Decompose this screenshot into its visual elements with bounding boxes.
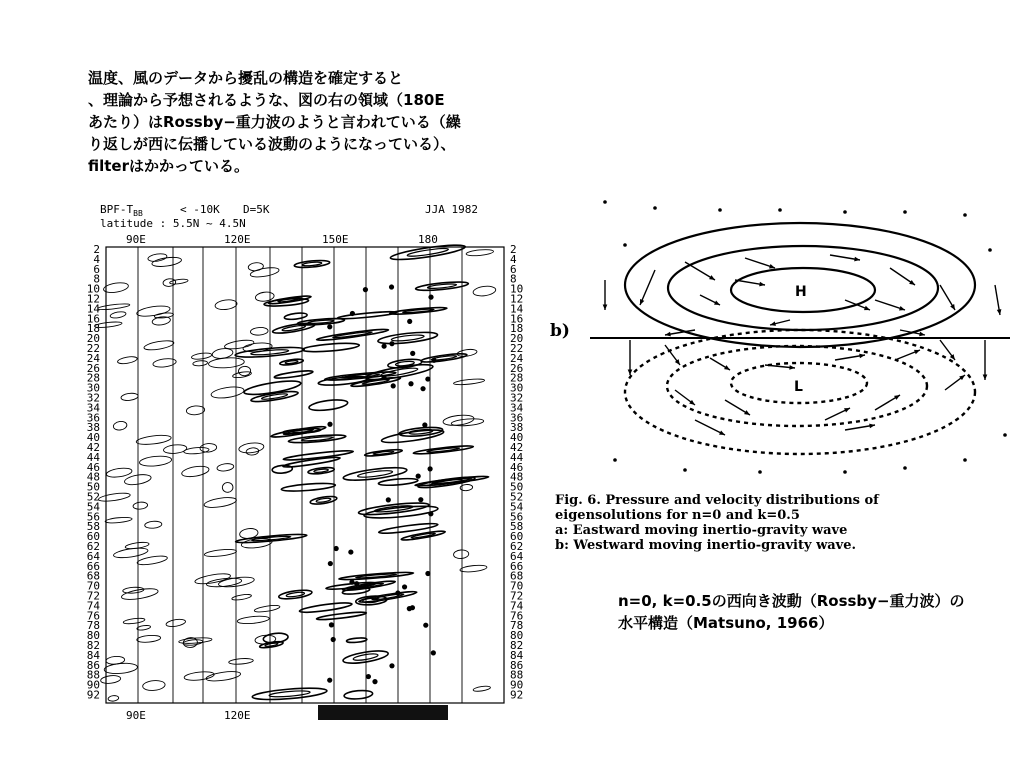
- intro-line: 温度、風のデータから擾乱の構造を確定すると: [88, 69, 404, 87]
- contour-blob: [117, 355, 138, 364]
- contour-blob: [413, 445, 474, 456]
- contour-blob: [377, 330, 438, 346]
- contour-blob: [308, 398, 348, 412]
- tracking-dot: [425, 571, 430, 576]
- day-label-left: 58: [86, 520, 100, 534]
- contour-blob: [108, 695, 119, 702]
- tracking-dot: [366, 674, 371, 679]
- contour-blob: [278, 589, 312, 601]
- contour-blob: [181, 465, 210, 479]
- day-label-right: 32: [510, 391, 524, 405]
- contour-blob: [100, 675, 121, 685]
- contour-blob: [453, 549, 469, 559]
- intro-paragraph: [88, 67, 538, 177]
- tracking-dot: [410, 351, 415, 356]
- day-label-right: 76: [510, 609, 524, 623]
- day-label-left: 42: [86, 441, 100, 454]
- tracking-dot: [395, 590, 400, 595]
- contour-blob: [204, 548, 237, 558]
- day-label-right: 10: [510, 282, 524, 296]
- longitude-label-top: 150E: [322, 235, 349, 246]
- arrow-head: [899, 306, 905, 310]
- grid-dot: [758, 470, 762, 474]
- contour-blob: [222, 482, 234, 493]
- tracking-dot: [363, 287, 368, 292]
- contour-blob: [302, 342, 359, 353]
- contour-blob: [310, 495, 338, 505]
- day-label-left: 74: [86, 599, 100, 613]
- tracking-dot: [428, 511, 433, 516]
- day-label-right: 34: [510, 401, 524, 415]
- contour-blob: [457, 348, 478, 357]
- contour-blob: [344, 689, 373, 700]
- day-label-left: 6: [93, 262, 100, 276]
- contour-blob: [421, 352, 468, 364]
- tracking-dot: [422, 422, 427, 427]
- contour-blob: [473, 285, 497, 297]
- top-longitude-labels: [126, 235, 438, 246]
- day-label-left: 40: [86, 431, 100, 445]
- contour-blob: [250, 266, 280, 279]
- contour-blob: [473, 685, 491, 692]
- contour-blob: [274, 369, 313, 379]
- contour-blob: [123, 617, 145, 624]
- grid-dot: [653, 206, 657, 210]
- tracking-dot: [420, 386, 425, 391]
- tracking-dot: [431, 358, 436, 363]
- grid-dot: [903, 210, 907, 214]
- day-label-right: 64: [510, 549, 524, 563]
- contour-blob: [203, 496, 237, 510]
- right-day-labels: [510, 243, 524, 702]
- caption-line: eigensolutions for n=0 and k=0.5: [555, 508, 800, 523]
- contour-blob: [294, 259, 330, 268]
- day-label-left: 24: [86, 351, 100, 365]
- day-label-right: 82: [510, 639, 524, 652]
- arrow-head: [665, 332, 671, 337]
- tracking-dot: [331, 637, 336, 642]
- day-label-right: 14: [510, 302, 524, 316]
- day-label-right: 56: [510, 510, 524, 524]
- longitude-label-bottom: 120E: [224, 709, 251, 722]
- contour-blob-inner: [407, 247, 449, 258]
- day-label-left: 88: [86, 668, 100, 682]
- contour-blob: [142, 680, 165, 692]
- tracking-dot: [381, 375, 386, 380]
- day-label-right: 48: [510, 470, 524, 484]
- longitude-label-bottom: 90E: [126, 709, 146, 722]
- day-label-left: 64: [86, 549, 100, 563]
- longitude-gridlines: [138, 247, 462, 703]
- grid-dot: [623, 243, 627, 247]
- day-label-right: 8: [510, 272, 517, 286]
- hovmoller-plot: [78, 235, 528, 725]
- tracking-dot: [329, 622, 334, 627]
- contour-blob: [208, 357, 244, 369]
- velocity-arrow: [640, 270, 655, 305]
- arrow-head: [997, 309, 1002, 315]
- day-label-left: 22: [86, 342, 100, 355]
- day-label-right: 36: [510, 411, 524, 425]
- day-label-left: 4: [93, 252, 100, 266]
- contour-blob: [137, 554, 168, 566]
- day-label-left: 38: [86, 421, 100, 435]
- bottom-longitude-labels: [126, 709, 251, 722]
- contour-blob: [237, 615, 270, 625]
- day-label-left: 78: [86, 619, 100, 633]
- grid-dot: [613, 458, 617, 462]
- tracking-dot: [408, 381, 413, 386]
- contour-blob: [110, 311, 127, 319]
- high-label: H: [795, 284, 807, 300]
- arrow-head: [909, 280, 915, 285]
- day-label-right: 78: [510, 619, 524, 633]
- day-label-left: 16: [86, 312, 100, 326]
- day-label-right: 68: [510, 569, 524, 583]
- day-label-right: 86: [510, 658, 524, 672]
- contour-blob: [106, 467, 133, 479]
- tracking-dot: [416, 474, 421, 479]
- day-label-right: 16: [510, 312, 524, 326]
- day-label-left: 48: [86, 470, 100, 484]
- tracking-dot: [372, 679, 377, 684]
- day-label-left: 80: [86, 629, 100, 643]
- tracking-dot: [327, 422, 332, 427]
- tracking-dot: [350, 311, 355, 316]
- contour-blob: [113, 421, 128, 431]
- contour-blob: [232, 593, 252, 601]
- contour-blob: [143, 339, 174, 352]
- contour-blob: [121, 392, 139, 401]
- caption-line: b: Westward moving inertio-gravity wave.: [555, 538, 857, 553]
- contour-blob: [136, 434, 172, 446]
- panel-label: b): [550, 321, 570, 341]
- day-label-left: 62: [86, 540, 100, 553]
- grid-dot: [903, 466, 907, 470]
- arrow-head: [769, 264, 775, 268]
- contour-blob: [137, 634, 161, 643]
- day-label-left: 70: [86, 579, 100, 593]
- tracking-dot: [348, 549, 353, 554]
- contour-blob: [215, 299, 238, 311]
- note-line: 水平構造（Matsuno, 1966）: [618, 614, 834, 632]
- contour-blob: [217, 463, 235, 472]
- contour-blob: [136, 304, 171, 318]
- contour-blob: [123, 587, 144, 594]
- arrow-head: [983, 374, 988, 380]
- arrow-head: [854, 257, 860, 262]
- contour-blob: [387, 358, 422, 370]
- contour-blob: [191, 352, 212, 360]
- contour-blob: [252, 686, 327, 702]
- contour-blob: [254, 604, 280, 613]
- day-label-right: 18: [510, 322, 524, 336]
- grid-dot: [843, 470, 847, 474]
- contour-blob: [460, 564, 488, 573]
- day-label-right: 52: [510, 490, 524, 504]
- day-label-right: 50: [510, 480, 524, 494]
- contour-blob: [346, 637, 367, 643]
- grid-dot: [963, 213, 967, 217]
- contour-blob: [250, 327, 268, 336]
- gravity-wave-diagram: [545, 190, 1015, 485]
- intro-line: 、理論から予想されるような、図の右の領域（180E: [88, 91, 445, 109]
- day-label-right: 58: [510, 520, 524, 534]
- arrow-head: [603, 304, 608, 310]
- contour-blob: [308, 466, 335, 474]
- day-label-left: 32: [86, 391, 100, 405]
- day-label-right: 72: [510, 589, 524, 603]
- contour-blob: [248, 262, 264, 271]
- grid-dot: [778, 208, 782, 212]
- contour-blob: [318, 375, 369, 387]
- arrow-head: [914, 350, 920, 354]
- grid-dot: [603, 200, 607, 204]
- tracking-dot: [407, 319, 412, 324]
- tracking-dot: [334, 546, 339, 551]
- day-label-right: 42: [510, 441, 524, 454]
- grid-dot: [988, 248, 992, 252]
- tracking-dot: [381, 344, 386, 349]
- intro-line: filterはかかっている。: [88, 157, 250, 175]
- arrow-head: [759, 282, 765, 287]
- day-label-right: 20: [510, 332, 524, 346]
- hovmoller-interval: D=5K: [243, 203, 270, 216]
- plot-frame: [106, 247, 504, 703]
- tracking-dot: [428, 466, 433, 471]
- contour-blobs: [94, 242, 496, 701]
- day-label-right: 44: [510, 450, 524, 464]
- contour-blob: [238, 366, 251, 376]
- day-label-left: 56: [86, 510, 100, 524]
- day-label-left: 46: [86, 460, 100, 474]
- tracking-dot: [328, 561, 333, 566]
- contour-blob: [133, 502, 148, 510]
- day-label-right: 60: [510, 530, 524, 544]
- tracking-dot: [431, 650, 436, 655]
- tracking-dot: [407, 606, 412, 611]
- contour-blob: [272, 321, 315, 335]
- grid-dot: [718, 208, 722, 212]
- day-label-left: 92: [86, 688, 100, 702]
- day-label-right: 88: [510, 668, 524, 682]
- contour-blob: [299, 601, 352, 614]
- day-label-left: 90: [86, 678, 100, 692]
- day-label-right: 2: [510, 243, 517, 256]
- hovmoller-threshold: < -10K: [180, 203, 220, 216]
- day-label-left: 72: [86, 589, 100, 603]
- day-label-left: 18: [86, 322, 100, 336]
- contour-blob: [98, 303, 130, 311]
- contour-blob: [466, 249, 494, 257]
- day-label-right: 74: [510, 599, 524, 613]
- day-label-right: 22: [510, 342, 524, 355]
- tracking-dot: [389, 341, 394, 346]
- contour-blob: [144, 521, 162, 529]
- contour-blob: [415, 280, 468, 292]
- day-label-left: 86: [86, 658, 100, 672]
- tracking-dot: [327, 678, 332, 683]
- figure-caption: [555, 493, 995, 553]
- day-label-left: 12: [86, 292, 100, 306]
- day-label-left: 68: [86, 569, 100, 583]
- day-label-left: 10: [86, 282, 100, 296]
- contour-blob: [186, 405, 205, 415]
- tracking-dot: [349, 580, 354, 585]
- contour-blob: [163, 444, 187, 455]
- day-label-left: 54: [86, 500, 100, 514]
- contour-blob: [235, 533, 307, 544]
- tracking-dot: [389, 663, 394, 668]
- day-label-right: 4: [510, 252, 517, 266]
- contour-blob: [259, 640, 283, 648]
- contour-blob: [103, 281, 129, 294]
- day-label-right: 30: [510, 381, 524, 395]
- day-label-right: 6: [510, 262, 517, 276]
- day-label-left: 30: [86, 381, 100, 395]
- longitude-label-top: 90E: [126, 235, 146, 246]
- contour-blob: [281, 482, 335, 493]
- contour-blob: [166, 618, 186, 628]
- day-label-right: 70: [510, 579, 524, 593]
- day-label-right: 46: [510, 460, 524, 474]
- tracking-dot: [402, 584, 407, 589]
- contour-blob: [137, 625, 151, 631]
- day-label-right: 40: [510, 431, 524, 445]
- caption-line: a: Eastward moving inertio-gravity wave: [555, 523, 848, 538]
- hovmoller-latitude: latitude : 5.5N ~ 4.5N: [100, 217, 246, 230]
- contour-blob: [339, 571, 414, 581]
- tracking-dot: [386, 497, 391, 502]
- day-label-left: 66: [86, 559, 100, 573]
- contour-blob: [210, 385, 244, 400]
- day-label-right: 92: [510, 688, 524, 702]
- day-label-left: 50: [86, 480, 100, 494]
- intro-line: り返しが西に伝播している波動のようになっている）、: [88, 135, 456, 153]
- contour-blob: [284, 312, 307, 320]
- day-label-right: 24: [510, 351, 524, 365]
- longitude-label-top: 120E: [224, 235, 251, 246]
- day-label-right: 90: [510, 678, 524, 692]
- contour-blob: [337, 310, 397, 320]
- low-label: L: [794, 379, 803, 395]
- contour-blob: [184, 447, 210, 455]
- day-label-right: 66: [510, 559, 524, 573]
- longitude-label-top: 180: [418, 235, 438, 246]
- day-label-left: 36: [86, 411, 100, 425]
- day-label-left: 14: [86, 302, 100, 316]
- tracking-dot: [327, 324, 332, 329]
- grid-dot: [1003, 433, 1007, 437]
- day-label-right: 54: [510, 500, 524, 514]
- contour-blob: [453, 378, 484, 386]
- contour-blob: [316, 611, 366, 621]
- grid-dot: [963, 458, 967, 462]
- day-label-left: 28: [86, 371, 100, 385]
- day-label-left: 26: [86, 361, 100, 375]
- tracking-dot: [391, 383, 396, 388]
- hovmoller-season: JJA 1982: [425, 203, 478, 216]
- contour-blob: [147, 253, 167, 263]
- day-label-left: 20: [86, 332, 100, 346]
- tracking-dot: [425, 376, 430, 381]
- contour-blob: [364, 448, 402, 457]
- day-label-right: 62: [510, 540, 524, 553]
- day-label-right: 28: [510, 371, 524, 385]
- arrow-head: [859, 354, 865, 359]
- intro-line: あたり）はRossby−重力波のようと言われている（繰: [88, 113, 461, 131]
- tracking-dot: [428, 295, 433, 300]
- day-label-left: 52: [86, 490, 100, 504]
- contour-blob: [229, 658, 254, 665]
- day-label-left: 76: [86, 609, 100, 623]
- day-label-left: 44: [86, 450, 100, 464]
- tracking-dot: [389, 284, 394, 289]
- contour-blob: [283, 449, 353, 461]
- contour-blob: [105, 516, 132, 523]
- contour-blob: [139, 455, 172, 467]
- tracking-dot: [423, 623, 428, 628]
- day-label-left: 82: [86, 639, 100, 652]
- contour-blob: [98, 492, 131, 503]
- grid-dot: [683, 468, 687, 472]
- grid-dot: [843, 210, 847, 214]
- day-label-right: 80: [510, 629, 524, 643]
- note-line: n=0, k=0.5の西向き波動（Rossby−重力波）の: [618, 592, 965, 610]
- day-label-left: 60: [86, 530, 100, 544]
- tracking-dot: [354, 581, 359, 586]
- contour-blob: [193, 360, 208, 366]
- hovmoller-title: BPF-$T_{BB}$: [100, 203, 143, 219]
- caption-line: Fig. 6. Pressure and velocity distributions of: [555, 493, 879, 508]
- day-label-left: 84: [86, 648, 100, 662]
- arrow-head: [628, 369, 633, 375]
- arrow-head: [869, 424, 875, 429]
- contour-blob: [279, 358, 303, 366]
- day-label-left: 34: [86, 401, 100, 415]
- left-day-labels: [87, 243, 101, 702]
- day-label-right: 84: [510, 648, 524, 662]
- figure-note: [618, 590, 1018, 634]
- redacted-label-area: [318, 705, 448, 720]
- tracking-dot: [418, 497, 423, 502]
- day-label-left: 2: [93, 243, 100, 256]
- day-label-right: 38: [510, 421, 524, 435]
- day-label-right: 12: [510, 292, 524, 306]
- day-label-right: 26: [510, 361, 524, 375]
- day-label-left: 8: [93, 272, 100, 286]
- arrow-head: [864, 306, 870, 310]
